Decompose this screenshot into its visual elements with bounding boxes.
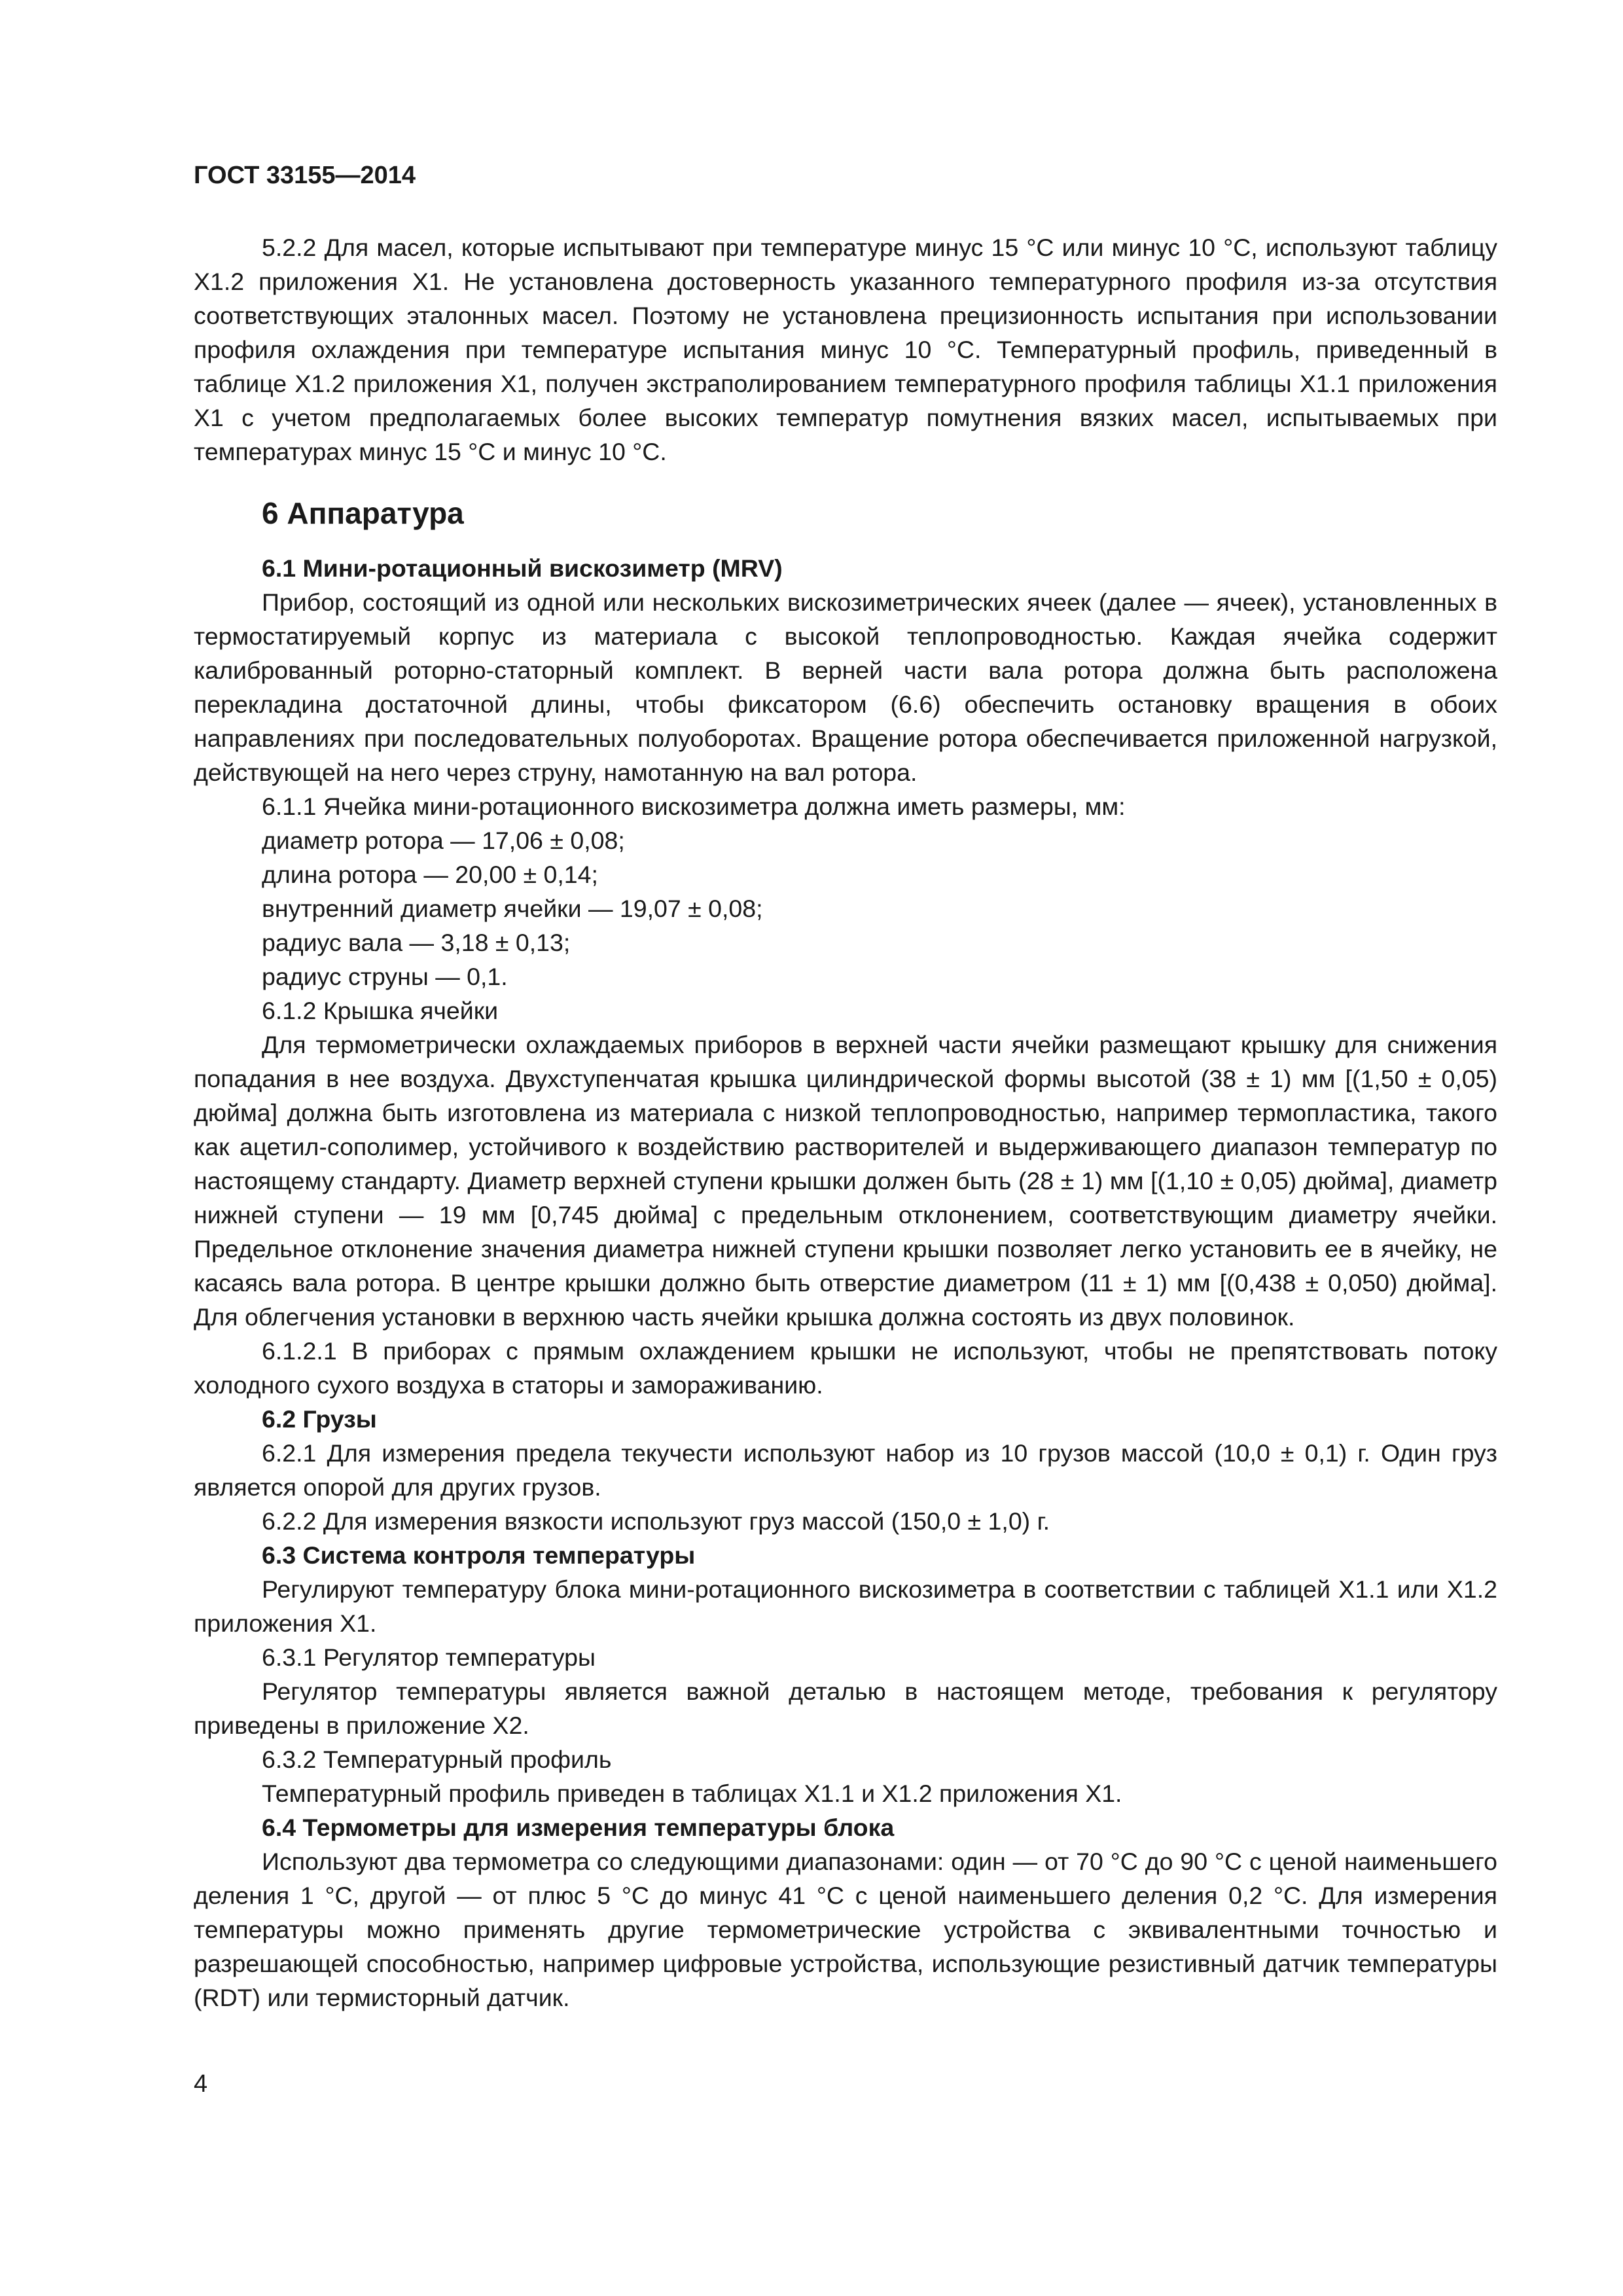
dimension-item: радиус вала — 3,18 ± 0,13; — [262, 929, 571, 956]
dimension-item: длина ротора — 20,00 ± 0,14; — [262, 861, 598, 888]
paragraph-6-2-1: 6.2.1 Для измерения предела текучести используют набор из 10 грузов массой (10,0 ± 0,1) г. Один груз является опорой для других грузов. — [194, 1439, 1497, 1501]
subsection-heading-6-2: 6.2 Грузы — [262, 1405, 377, 1433]
document-header-code: ГОСТ 33155—2014 — [194, 162, 416, 189]
dimension-item: внутренний диаметр ячейки — 19,07 ± 0,08; — [262, 895, 763, 922]
clause-heading-6-3-2: 6.3.2 Температурный профиль — [262, 1746, 612, 1773]
dimension-item: радиус струны — 0,1. — [262, 963, 508, 990]
subsection-heading-6-4: 6.4 Термометры для измерения температуры блока — [262, 1814, 895, 1841]
paragraph-6-1-2: Для термометрически охлаждаемых приборов в верхней части ячейки размещают крышку для снижения попадания в нее воздуха. Двухступенчатая крышка цилиндрической формы высотой (38 ± 1) мм [(1,50 ± 0,05) дюйма] должна быть изготовлена из материала с низкой теплопроводностью, например термопластика, такого как ацетил-сополимер, устойчивого к воздействию растворителей и выдерживающего диапазон температур по настоящему стандарту. Диаметр верхней ступени крышки должен быть (28 ± 1) мм [(1,10 ± 0,05) дюйма], диаметр нижней ступени — 19 мм [0,745 дюйма] с предельным отклонением, соответствующим диаметру ячейки. Предельное отклонение значения диаметра нижней ступени крышки позволяет легко установить ее в ячейку, не касаясь вала ротора. В центре крышки должно быть отверстие диаметром (11 ± 1) мм [(0,438 ± 0,050) дюйма]. Для облегчения установки в верхнюю часть ячейки крышка должна состоять из двух половинок. — [194, 1031, 1497, 1331]
paragraph-6-4: Используют два термометра со следующими диапазонами: один — от 70 °С до 90 °С с ценой наименьшего деления 1 °С, другой — от плюс 5 °С до минус 41 °С с ценой наименьшего деления 0,2 °С. Для измерения температуры можно применять другие термометрические устройства с эквивалентными точностью и разрешающей способностью, например цифровые устройства, использующие резистивный датчик температуры (RDT) или термисторный датчик. — [194, 1848, 1497, 2011]
paragraph-6-3: Регулируют температуру блока мини-ротационного вискозиметра в соответствии с таблицей Х1.1 или Х1.2 приложения Х1. — [194, 1575, 1497, 1637]
dimension-item: диаметр ротора — 17,06 ± 0,08; — [262, 827, 625, 854]
paragraph-6-1: Прибор, состоящий из одной или нескольких вискозиметрических ячеек (далее — ячеек), установленных в термостатируемый корпус из материала с высокой теплопроводностью. Каждая ячейка содержит калиброванный роторно-статорный комплект. В верней части вала ротора должна быть расположена перекладина достаточной длины, чтобы фиксатором (6.6) обеспечить остановку вращения в обоих направлениях при последовательных полуоборотах. Вращение ротора обеспечивается приложенной нагрузкой, действующей на него через струну, намотанную на вал ротора. — [194, 588, 1497, 786]
subsection-heading-6-1: 6.1 Мини-ротационный вискозиметр (MRV) — [262, 554, 783, 582]
paragraph-5-2-2: 5.2.2 Для масел, которые испытывают при температуре минус 15 °С или минус 10 °С, используют таблицу Х1.2 приложения Х1. Не установлена достоверность указанного температурного профиля из-за отсутствия соответствующих эталонных масел. Поэтому не установлена прецизионность испытания при использовании профиля охлаждения при температуре испытания минус 10 °С. Температурный профиль, приведенный в таблице Х1.2 приложения Х1, получен экстраполированием температурного профиля таблицы Х1.1 приложения Х1 с учетом предполагаемых более высоких температур помутнения вязких масел, испытываемых при температурах минус 15 °С и минус 10 °С. — [194, 234, 1497, 465]
paragraph-6-3-1: Регулятор температуры является важной деталью в настоящем методе, требования к регулятору приведены в приложение Х2. — [194, 1677, 1497, 1739]
paragraph-6-2-2: 6.2.2 Для измерения вязкости используют груз массой (150,0 ± 1,0) г. — [262, 1507, 1050, 1535]
paragraph-6-1-2-1: 6.1.2.1 В приборах с прямым охлаждением крышки не используют, чтобы не препятствовать потоку холодного сухого воздуха в статоры и замораживанию. — [194, 1337, 1497, 1399]
clause-heading-6-1-2: 6.1.2 Крышка ячейки — [262, 997, 499, 1024]
subsection-heading-6-3: 6.3 Система контроля температуры — [262, 1541, 696, 1569]
paragraph-6-3-2: Температурный профиль приведен в таблицах Х1.1 и Х1.2 приложения Х1. — [262, 1780, 1122, 1807]
page-number: 4 — [194, 2070, 208, 2098]
section-heading-6: 6 Аппаратура — [262, 496, 464, 530]
clause-heading-6-3-1: 6.3.1 Регулятор температуры — [262, 1643, 596, 1671]
document-body — [194, 230, 1497, 2015]
paragraph-6-1-1: 6.1.1 Ячейка мини-ротационного вискозиметра должна иметь размеры, мм: — [262, 793, 1126, 820]
